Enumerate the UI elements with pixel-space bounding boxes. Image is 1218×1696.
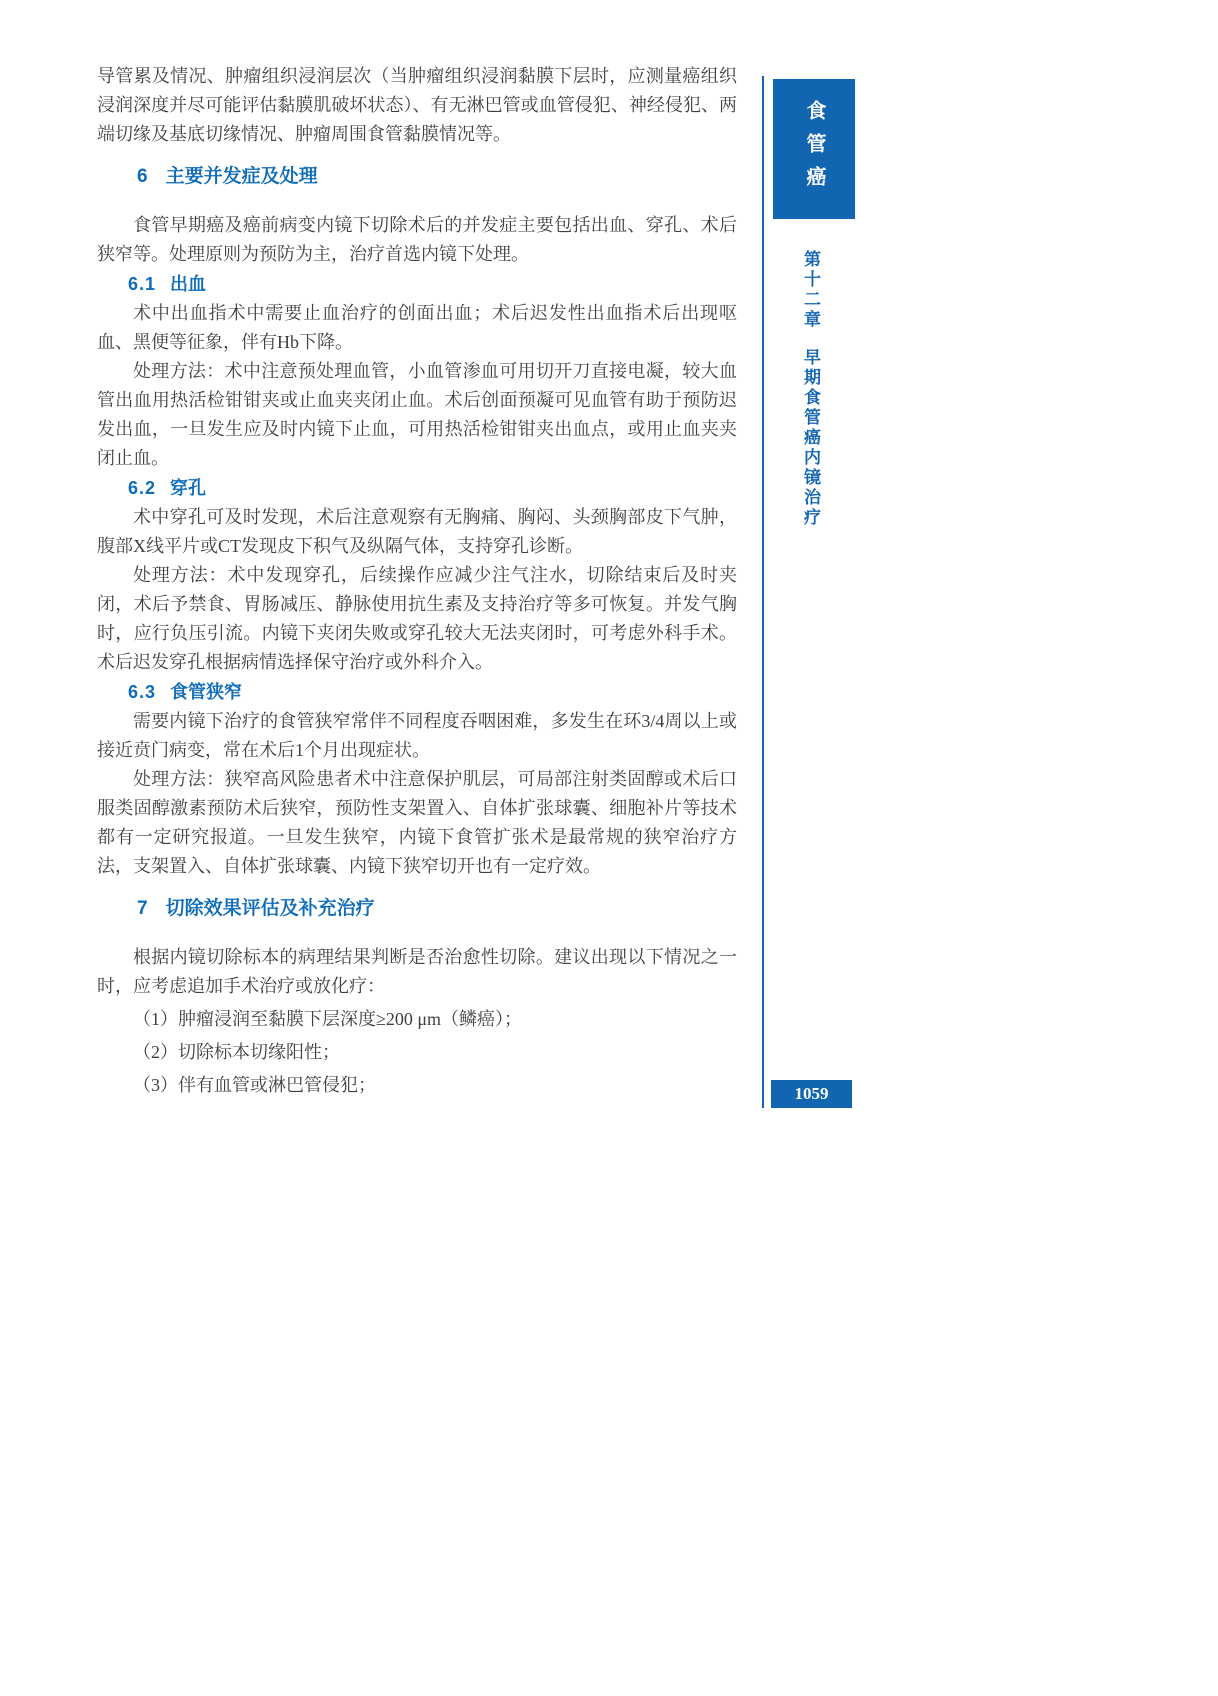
subsection-6-3-heading [97,678,737,707]
subsection-6-2-heading [97,474,737,503]
section-7-intro-paragraph: 根据内镜切除标本的病理结果判断是否治愈性切除。建议出现以下情况之一时，应考虑追加手术治疗或放化疗： [97,947,737,996]
section-number: 7 [137,898,148,919]
criteria-item: （2）切除标本切缘阳性； [133,1042,340,1062]
chapter-number-label: 第十二章 [801,250,820,330]
part-title-tab [773,79,855,219]
chapter-title-label: 早期食管癌内镜治疗 [801,348,820,528]
paragraph: 需要内镜下治疗的食管狭窄常伴不同程度吞咽困难，多发生在环3/4周以上或接近贲门病变，常在术后1个月出现症状。 [97,711,737,760]
criteria-list [97,1005,737,1100]
section-title: 切除效果评估及补充治疗 [165,898,375,919]
criteria-item: （3）伴有血管或淋巴管侵犯； [133,1075,376,1095]
subsection-number: 6.1 [128,274,157,294]
subsection-number: 6.3 [128,682,157,702]
subsection-title: 出血 [170,274,207,294]
section-number: 6 [137,166,148,187]
sidebar-divider-rule [762,76,764,1108]
section-title: 主要并发症及处理 [165,166,318,187]
page-number-badge: 1059 [771,1080,852,1108]
continuation-paragraph: 导管累及情况、肿瘤组织浸润层次（当肿瘤组织浸润黏膜下层时，应测量癌组织浸润深度并尽可能评估黏膜肌破坏状态）、有无淋巴管或血管侵犯、神经侵犯、两端切缘及基底切缘情况、肿瘤周围食管黏膜情况等。 [97,66,737,144]
section-6-heading [97,162,737,192]
section-7-heading [97,894,737,924]
section-6-intro-paragraph: 食管早期癌及癌前病变内镜下切除术后的并发症主要包括出血、穿孔、术后狭窄等。处理原则为预防为主，治疗首选内镜下处理。 [97,215,737,264]
paragraph: 处理方法：狭窄高风险患者术中注意保护肌层，可局部注射类固醇或术后口服类固醇激素预防术后狭窄，预防性支架置入、自体扩张球囊、细胞补片等技术都有一定研究报道。一旦发生狭窄，内镜下食管扩张术是最常规的狭窄治疗方法，支架置入、自体扩张球囊、内镜下狭窄切开也有一定疗效。 [97,769,737,876]
subsection-number: 6.2 [128,478,157,498]
subsection-title: 食管狭窄 [170,682,243,702]
criteria-item: （1）肿瘤浸润至黏膜下层深度≥200 μm（鳞癌）； [133,1009,523,1029]
subsection-6-1-heading [97,270,737,299]
subsection-title: 穿孔 [170,478,207,498]
paragraph: 处理方法：术中注意预处理血管，小血管渗血可用切开刀直接电凝，较大血管出血用热活检钳钳夹或止血夹夹闭止血。术后创面预凝可见血管有助于预防迟发出血，一旦发生应及时内镜下止血，可用热活检钳钳夹出血点，或用止血夹夹闭止血。 [97,361,737,468]
paragraph: 术中穿孔可及时发现，术后注意观察有无胸痛、胸闷、头颈胸部皮下气肿，腹部X线平片或CT发现皮下积气及纵隔气体，支持穿孔诊断。 [97,507,737,556]
part-title-label: 食管癌 [803,99,825,199]
paragraph: 处理方法：术中发现穿孔，后续操作应减少注气注水，切除结束后及时夹闭，术后予禁食、胃肠减压、静脉使用抗生素及支持治疗等多可恢复。并发气胸时，应行负压引流。内镜下夹闭失败或穿孔较大无法夹闭时，可考虑外科手术。术后迟发穿孔根据病情选择保守治疗或外科介入。 [97,565,737,672]
chapter-label [796,250,824,730]
paragraph: 术中出血指术中需要止血治疗的创面出血；术后迟发性出血指术后出现呕血、黑便等征象，伴有Hb下降。 [97,303,737,352]
main-text-column [97,62,737,1100]
